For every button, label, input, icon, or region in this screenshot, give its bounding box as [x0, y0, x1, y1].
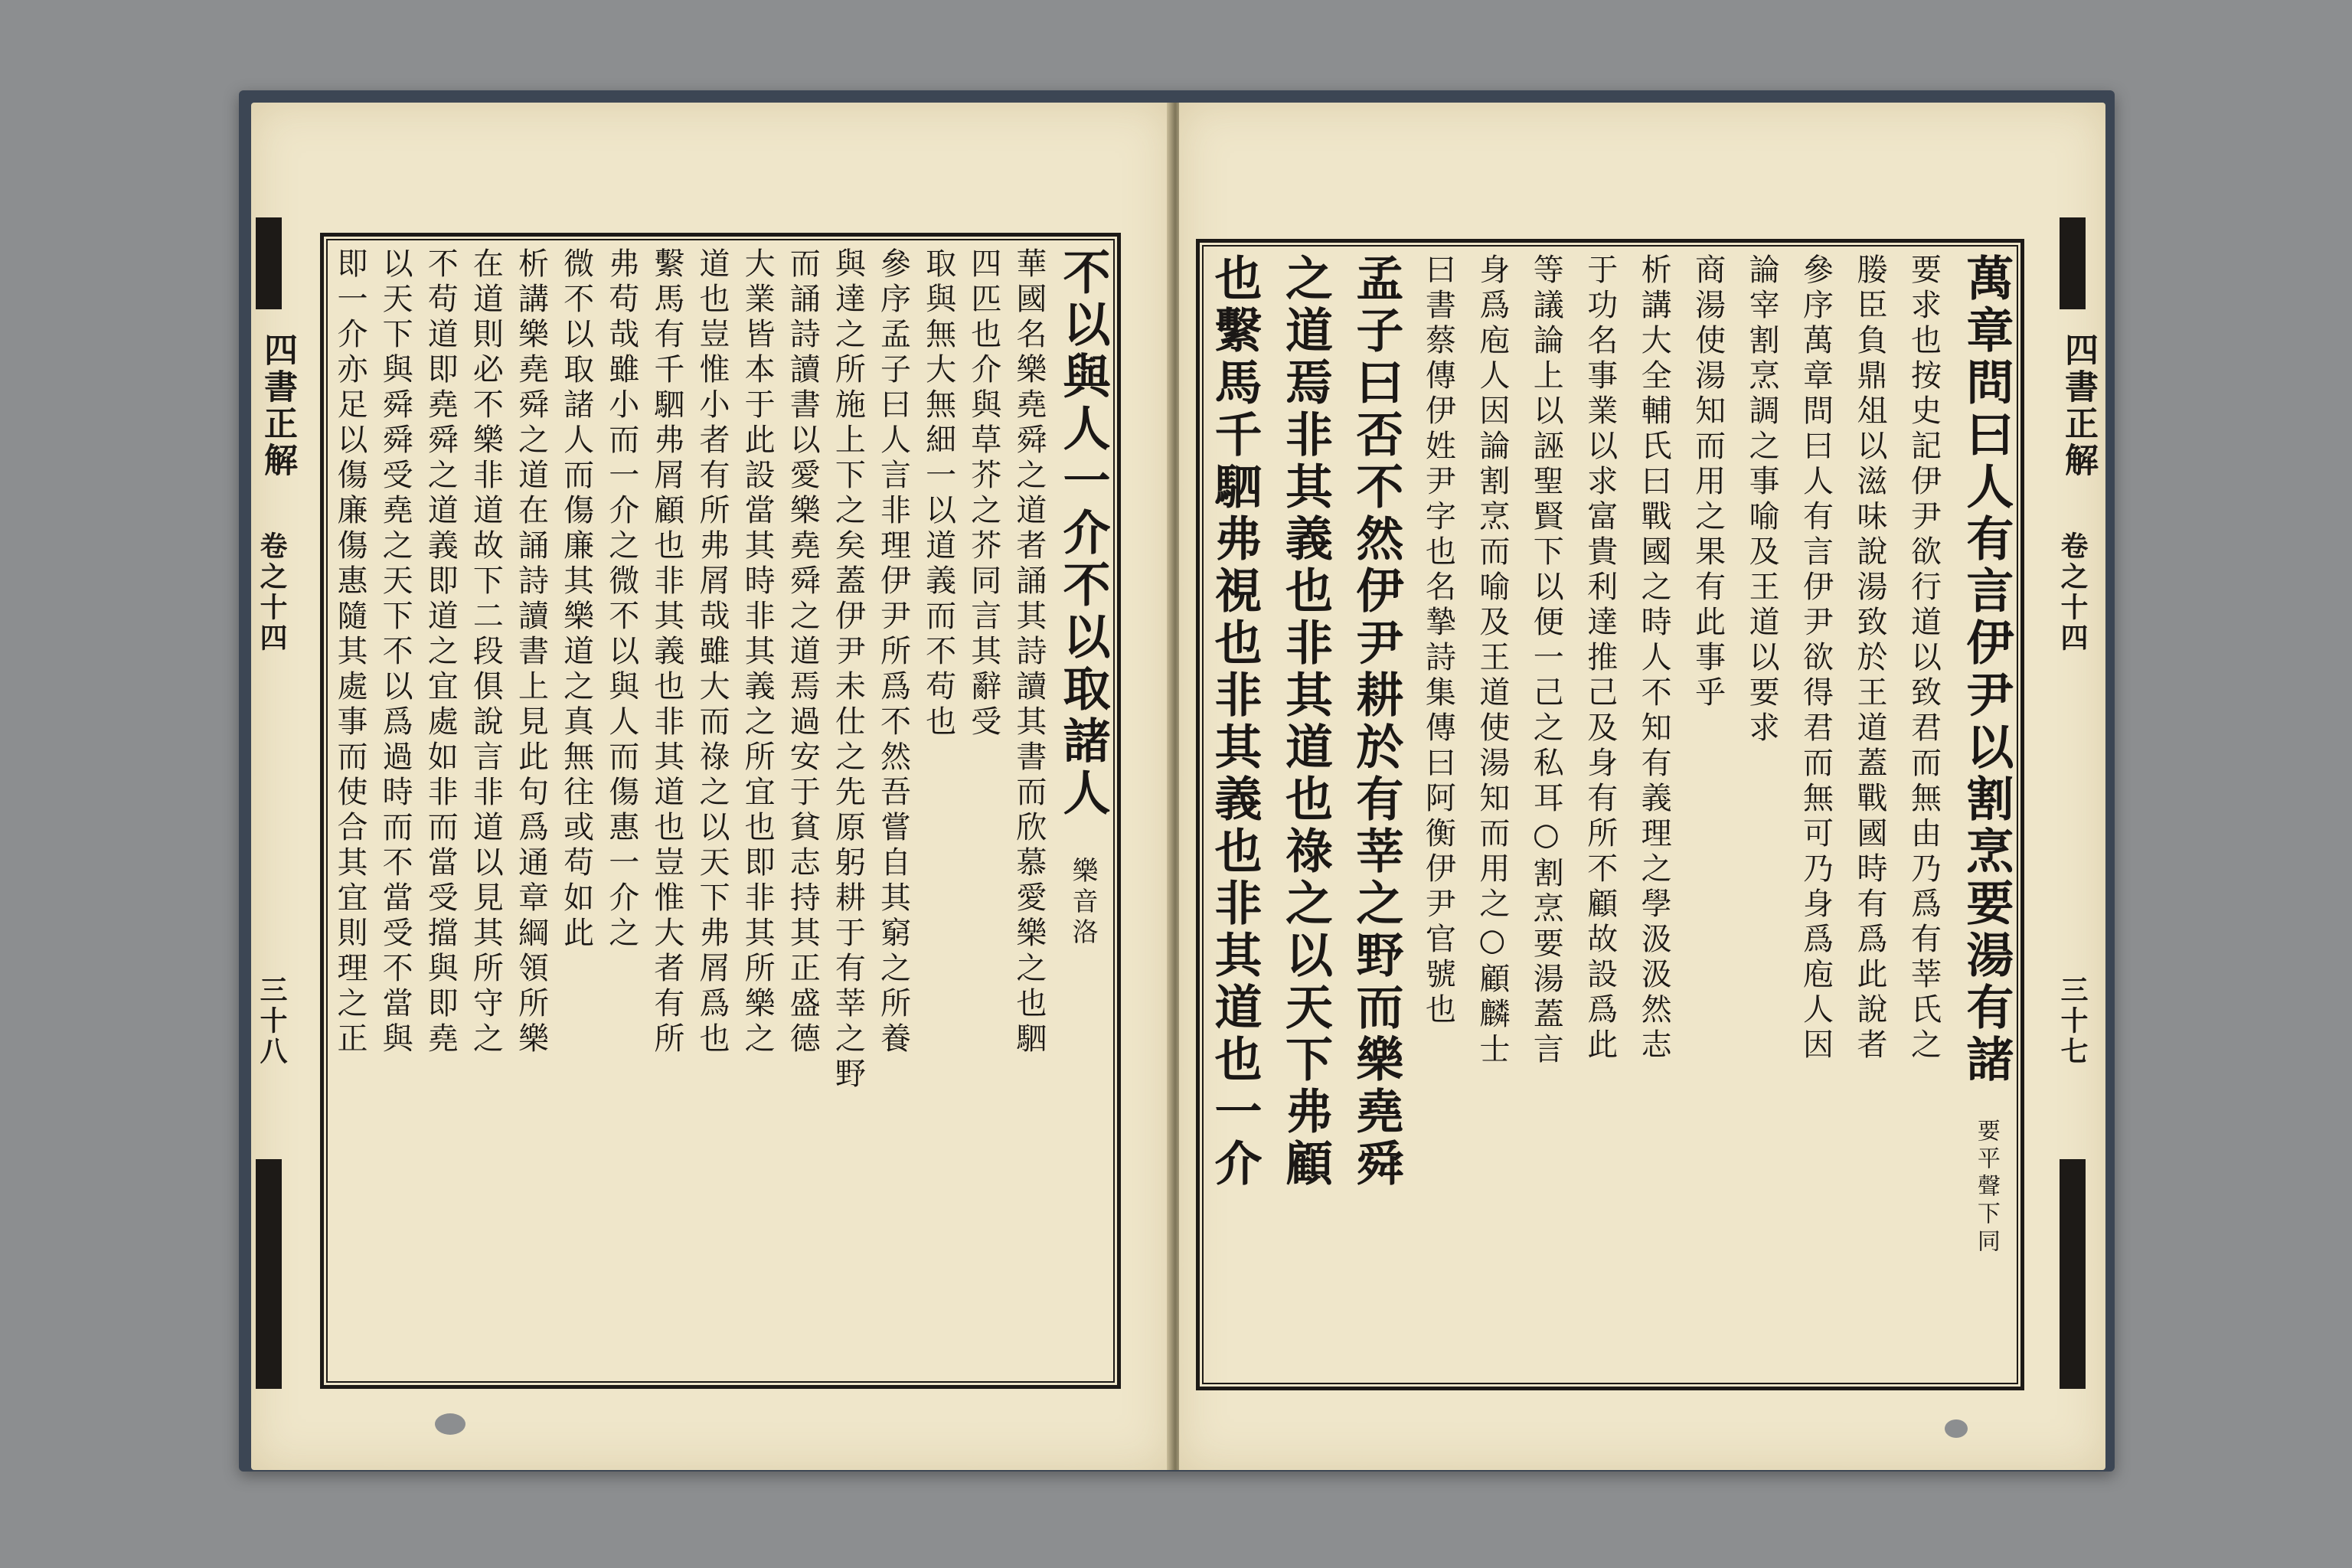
left-col-2: 四匹也介與草芥之芥同言其辭受 [965, 247, 1001, 740]
right-heading: 萬章問曰人有言伊尹以割烹要湯有諸 要平聲下同 [1958, 253, 2014, 1256]
left-col-4: 參序孟子曰人言非理伊尹所爲不然吾嘗自其窮之所養 [875, 247, 911, 1057]
left-col-7: 大業皆本于此設當其時非其義之所宜也即非其所樂之 [740, 247, 776, 1057]
right-margin-volume: 卷之十四 [2056, 531, 2089, 654]
right-col-6: 析講大全輔氏曰戰國之時人不知有義理之學汲汲然志 [1636, 253, 1672, 1063]
left-col-10: 弗苟哉雖小而一介之微不以與人而傷惠一介之 [603, 247, 639, 952]
right-col-5: 商湯使湯知而用之果有此事乎 [1690, 253, 1726, 711]
left-text-columns [332, 247, 1111, 1374]
right-main-col-2: 之道焉非其義也非其道也祿之以天下弗顧 [1277, 253, 1334, 1191]
right-col-10: 曰書蔡傳伊姓尹字也名摯詩集傳曰阿衡伊尹官號也 [1420, 253, 1456, 1028]
right-main-col-3: 也繫馬千駟弗視也非其義也非其道也一介 [1207, 253, 1263, 1191]
left-col-13: 在道則必不樂非道故下二段俱說言非道以見其所守之 [468, 247, 504, 1057]
left-col-16: 即一介亦足以傷廉傷惠隨其處事而使合其宜則理之正 [332, 247, 368, 1057]
left-heading-note: 樂音洛 [1067, 856, 1098, 949]
right-col-1: 要求也按史記伊尹欲行道以致君而無由乃爲有莘氏之 [1906, 253, 1942, 1063]
right-heading-note: 要平聲下同 [1972, 1118, 2000, 1256]
right-text-columns [1207, 253, 2014, 1376]
left-col-9: 繫馬有千駟弗屑顧也非其義也非其道也豈惟大者有所 [648, 247, 684, 1057]
margin-fishtail-bottom [256, 1159, 282, 1389]
right-main-col-1: 孟子曰否不然伊尹耕於有莘之野而樂堯舜 [1348, 253, 1404, 1191]
left-text-frame [320, 233, 1121, 1389]
right-col-8: 等議論上以誣聖賢下以便一己之私耳○割烹要湯蓋言 [1528, 253, 1564, 1068]
left-col-14: 不苟道即堯舜之道義即道之宜處如非而當受擋與即堯 [423, 247, 459, 1057]
left-col-11: 微不以取諸人而傷廉其樂道之真無往或苟如此 [558, 247, 594, 952]
right-page [1179, 103, 2105, 1470]
right-text-frame [1196, 239, 2024, 1390]
left-col-12: 析講樂堯舜之道在誦詩讀書上見此句爲通章綱領所樂 [513, 247, 549, 1057]
right-col-9: 身爲庖人因論割烹而喻及王道使湯知而用之○顧麟士 [1474, 253, 1510, 1068]
left-margin-leaf: 三十八 [256, 975, 288, 1067]
left-col-3: 取與無大無細一以道義而不苟也 [920, 247, 956, 740]
right-col-4: 論宰割烹調之事喻及王道以要求 [1744, 253, 1780, 746]
page-tear-right [1945, 1419, 1968, 1438]
left-page [251, 103, 1170, 1470]
left-col-1: 華國名樂堯舜之道者誦其詩讀其書而欣慕愛樂之也駟 [1011, 247, 1047, 1057]
left-heading: 不以與人一介不以取諸人 樂音洛 [1055, 247, 1111, 949]
right-margin-title: 四書正解 [2059, 332, 2098, 479]
left-col-5: 與達之所施上下之矣蓋伊尹未仕之先原躬耕于有莘之野 [830, 247, 866, 1093]
right-col-7: 于功名事業以求富貴利達推己及身有所不顧故設爲此 [1582, 253, 1618, 1063]
right-col-2: 媵臣負鼎俎以滋味說湯致於王道蓋戰國時有爲此說者 [1851, 253, 1887, 1063]
left-col-8: 道也豈惟小者有所弗屑哉雖大而祿之以天下弗屑爲也 [694, 247, 730, 1057]
left-margin-title: 四書正解 [258, 332, 297, 479]
right-margin-fishtail-bottom [2060, 1159, 2086, 1389]
right-col-3: 參序萬章問曰人有言伊尹欲得君而無可乃身爲庖人因 [1798, 253, 1834, 1063]
left-col-6: 而誦詩讀書以愛樂堯舜之道焉過安于貧志持其正盛德 [785, 247, 821, 1057]
page-tear [435, 1413, 466, 1435]
right-margin-fishtail-top [2060, 217, 2086, 309]
left-margin-volume: 卷之十四 [256, 531, 288, 654]
left-col-15: 以天下與舜舜受堯之天下不以爲過時而不當受不當與 [377, 247, 413, 1057]
margin-fishtail-top [256, 217, 282, 309]
right-margin-leaf: 三十七 [2056, 975, 2089, 1067]
